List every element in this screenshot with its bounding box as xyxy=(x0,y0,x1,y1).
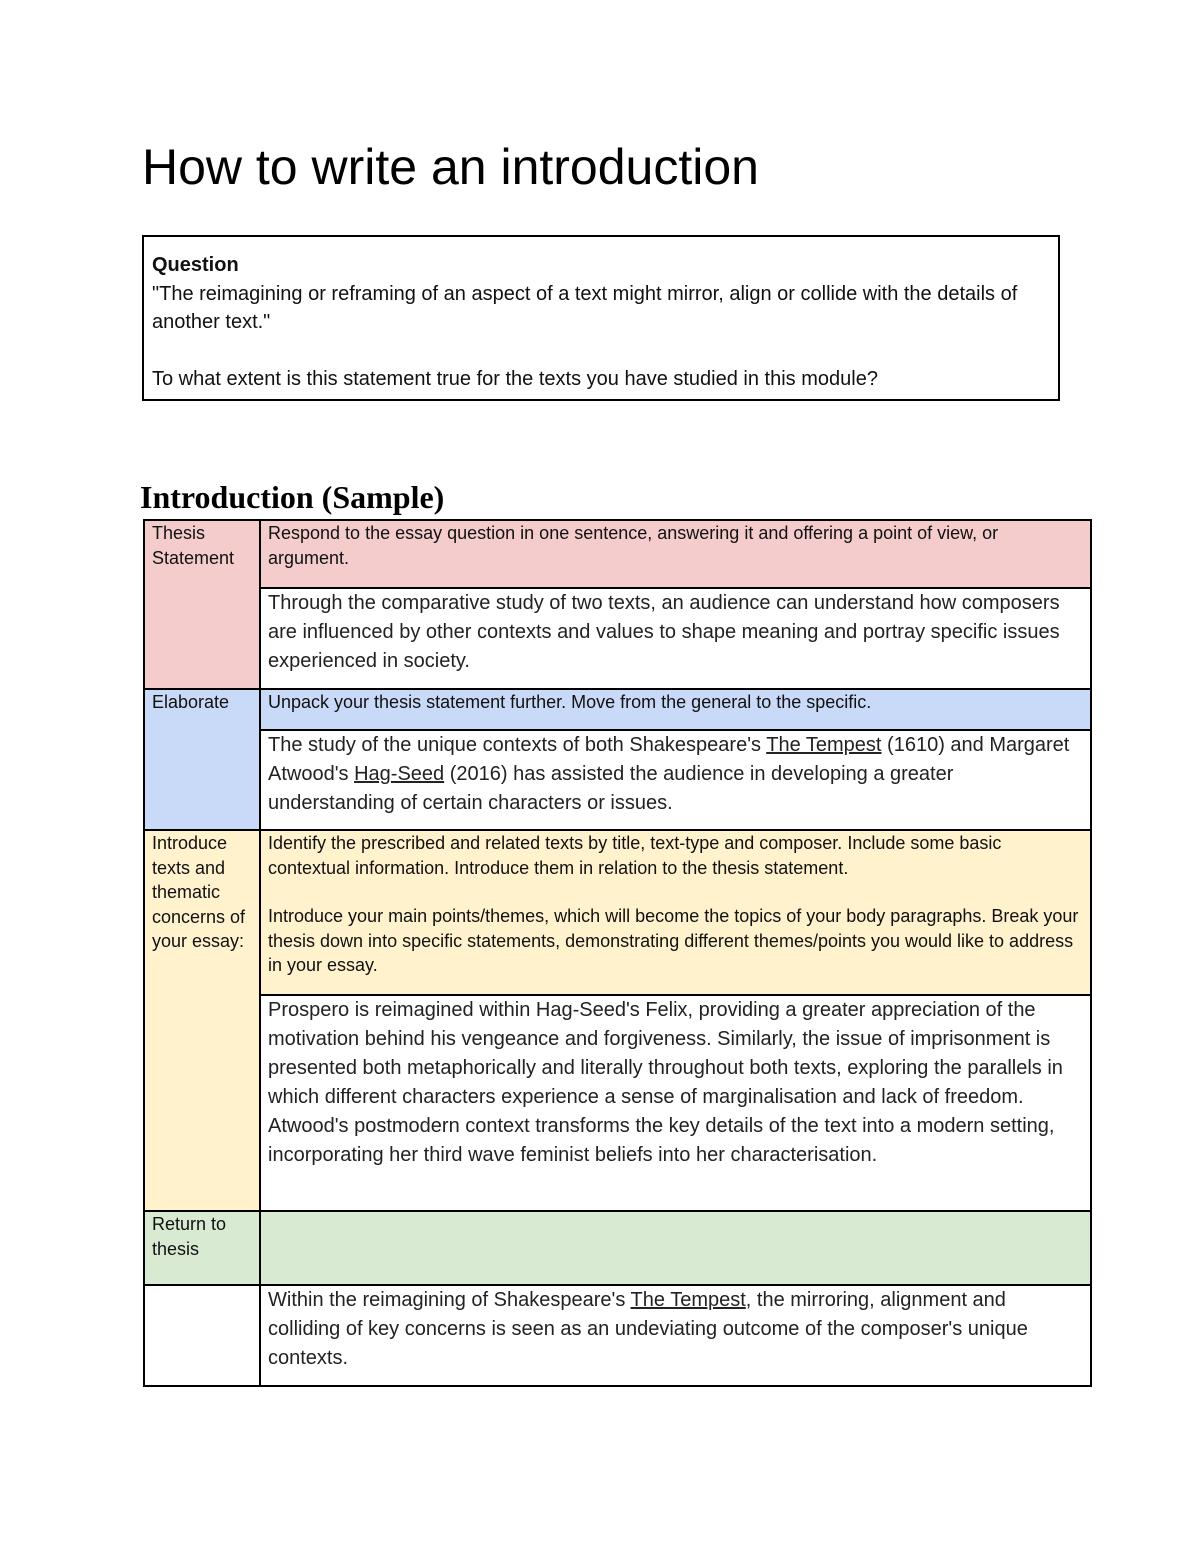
elaborate-label: Elaborate xyxy=(152,692,230,712)
introduce-label-cell xyxy=(144,830,260,1211)
thesis-sample: Through the comparative study of two texts, an audience can understand how composers are influenced by other contexts and values to shape meaning and portray specific issues experienced in society. xyxy=(260,588,1091,689)
introduce-instruction xyxy=(260,830,1091,995)
table-row xyxy=(144,1211,1091,1285)
table-row xyxy=(144,689,1091,730)
introduce-label: Introduce texts and thematic concerns of your essay: xyxy=(152,833,246,951)
text-title-hag-seed: Hag-Seed xyxy=(354,763,445,785)
table-row xyxy=(144,730,1091,830)
thesis-label: Thesis Statement xyxy=(152,523,235,568)
introduce-instruction-1: Identify the prescribed and related texts by title, text-type and composer. Include some basic contextual information. Introduce them in relation to the thesis statement. xyxy=(268,833,1002,878)
introduce-sample: Prospero is reimagined within Hag-Seed's Felix, providing a greater appreciation of the motivation behind his vengeance and forgiveness. Similarly, the issue of imprisonment is presented both metaphorically and literally throughout both texts, exploring the parallels in which different characters experience a sense of marginalisation and lack of freedom. Atwood's postmodern context transforms the key details of the text into a modern setting, incorporating her third wave feminist beliefs into her characterisation. xyxy=(260,995,1091,1211)
introduce-instruction-2: Introduce your main points/themes, which will become the topics of your body paragraphs. Break your thesis down into specific statements, demonstrating different themes/points you would like to address in your essay. xyxy=(268,906,1079,975)
return-empty-cell xyxy=(144,1285,260,1386)
elaborate-sample: The study of the unique contexts of both Shakespeare's The Tempest (1610) and Margaret Atwood's Hag-Seed (2016) has assisted the audience in developing a greater understanding of certain characters or issues. xyxy=(260,730,1091,830)
text-title-tempest: The Tempest xyxy=(766,734,882,756)
return-sample: Within the reimagining of Shakespeare's The Tempest, the mirroring, alignment and colliding of key concerns is seen as an undeviating outcome of the composer's unique contexts. xyxy=(260,1285,1091,1386)
question-label: Question xyxy=(152,254,239,276)
thesis-instruction: Respond to the essay question in one sentence, answering it and offering a point of view, or argument. xyxy=(260,520,1091,588)
elaborate-instruction: Unpack your thesis statement further. Move from the general to the specific. xyxy=(260,689,1091,730)
table-row xyxy=(144,1285,1091,1386)
return-label-cell xyxy=(144,1211,260,1285)
page-title: How to write an introduction xyxy=(142,139,759,195)
return-label: Return to thesis xyxy=(152,1214,227,1259)
elaborate-label-cell xyxy=(144,689,260,830)
question-prompt: To what extent is this statement true for the texts you have studied in this module? xyxy=(152,367,878,390)
table-row xyxy=(144,995,1091,1211)
question-box xyxy=(142,235,1060,401)
thesis-label-cell xyxy=(144,520,260,689)
question-quote: "The reimagining or reframing of an aspect of a text might mirror, align or collide with the details of another text." xyxy=(152,282,1018,333)
text-title-tempest: The Tempest xyxy=(630,1289,746,1311)
section-title: Introduction (Sample) xyxy=(140,479,445,515)
table-row xyxy=(144,520,1091,588)
return-instruction xyxy=(260,1211,1091,1285)
table-row xyxy=(144,830,1091,995)
table-row xyxy=(144,588,1091,689)
introduction-table xyxy=(143,519,1092,1387)
